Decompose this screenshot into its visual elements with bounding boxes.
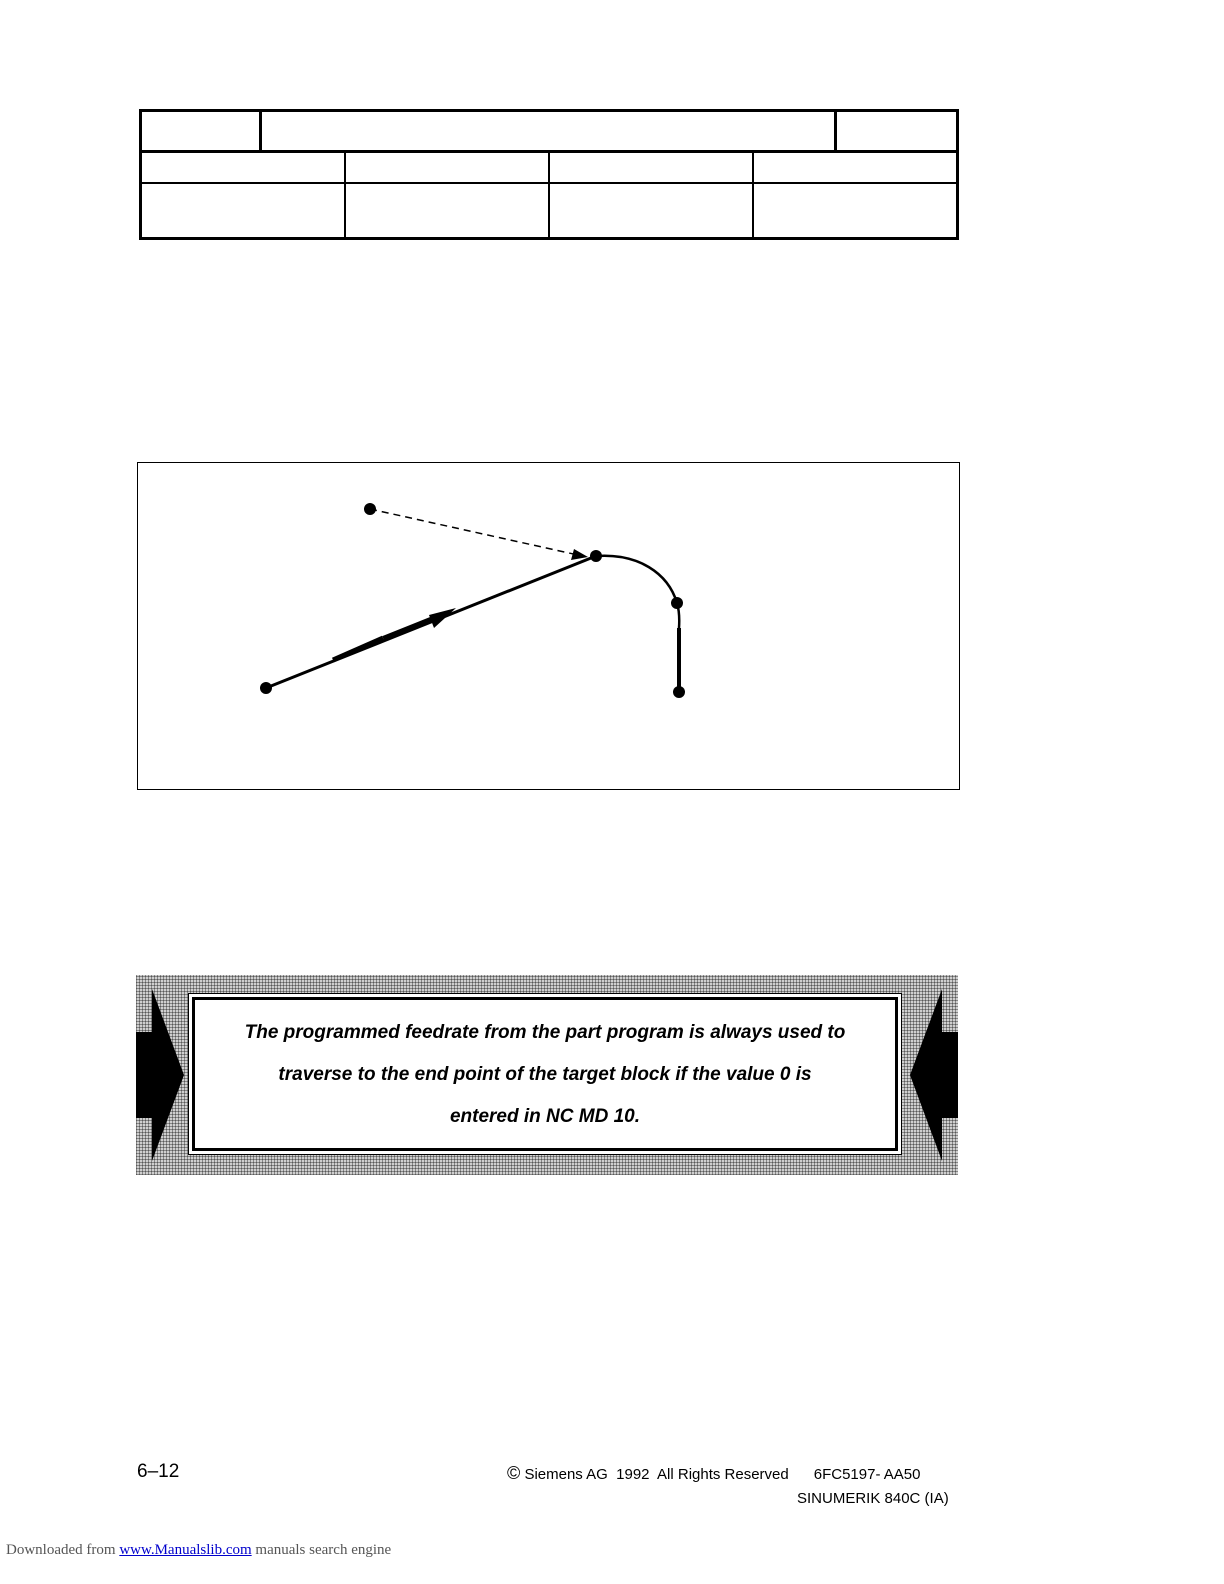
path-diagram-svg xyxy=(138,463,961,791)
copyright-line xyxy=(507,1463,920,1484)
right-arrow-icon xyxy=(910,989,958,1161)
left-arrow-icon xyxy=(136,989,184,1161)
path-diagram xyxy=(137,462,960,790)
download-prefix: Downloaded from xyxy=(6,1542,120,1558)
manualslib-link[interactable]: www.Manualslib.com xyxy=(119,1542,252,1558)
header-table-col-divider xyxy=(548,152,550,240)
header-table xyxy=(139,109,959,240)
note-line: traverse to the end point of the target block if the value 0 is xyxy=(278,1064,812,1085)
solid-path-line-thick xyxy=(333,638,383,660)
header-table-col-divider xyxy=(834,109,837,152)
header-table-col-divider xyxy=(344,152,346,240)
note-line: entered in NC MD 10. xyxy=(449,1106,641,1127)
header-table-col-divider xyxy=(259,109,262,152)
solid-path-line-thick xyxy=(383,618,433,638)
download-notice xyxy=(6,1542,391,1559)
dashed-path-arrowhead xyxy=(571,549,588,560)
path-point xyxy=(671,597,683,609)
solid-path-arrowhead xyxy=(429,608,456,628)
page-number: 6–12 xyxy=(137,1461,180,1482)
dashed-path-line xyxy=(370,509,578,555)
download-suffix: manuals search engine xyxy=(251,1542,392,1558)
note-inner-box xyxy=(192,997,898,1151)
path-point xyxy=(260,682,272,694)
path-point xyxy=(673,686,685,698)
copyright-symbol: © xyxy=(507,1463,521,1483)
copyright-text: Siemens AG 1992 All Rights Reserved 6FC5197- AA50 xyxy=(524,1466,921,1483)
solid-path-line xyxy=(266,556,596,688)
note-text xyxy=(195,1012,895,1138)
header-table-col-divider xyxy=(752,152,754,240)
product-model: SINUMERIK 840C (IA) xyxy=(797,1490,949,1507)
note-box xyxy=(136,975,958,1175)
path-point xyxy=(590,550,602,562)
note-line: The programmed feedrate from the part program is always used to xyxy=(244,1022,846,1043)
path-point xyxy=(364,503,376,515)
arc-path xyxy=(596,556,677,603)
